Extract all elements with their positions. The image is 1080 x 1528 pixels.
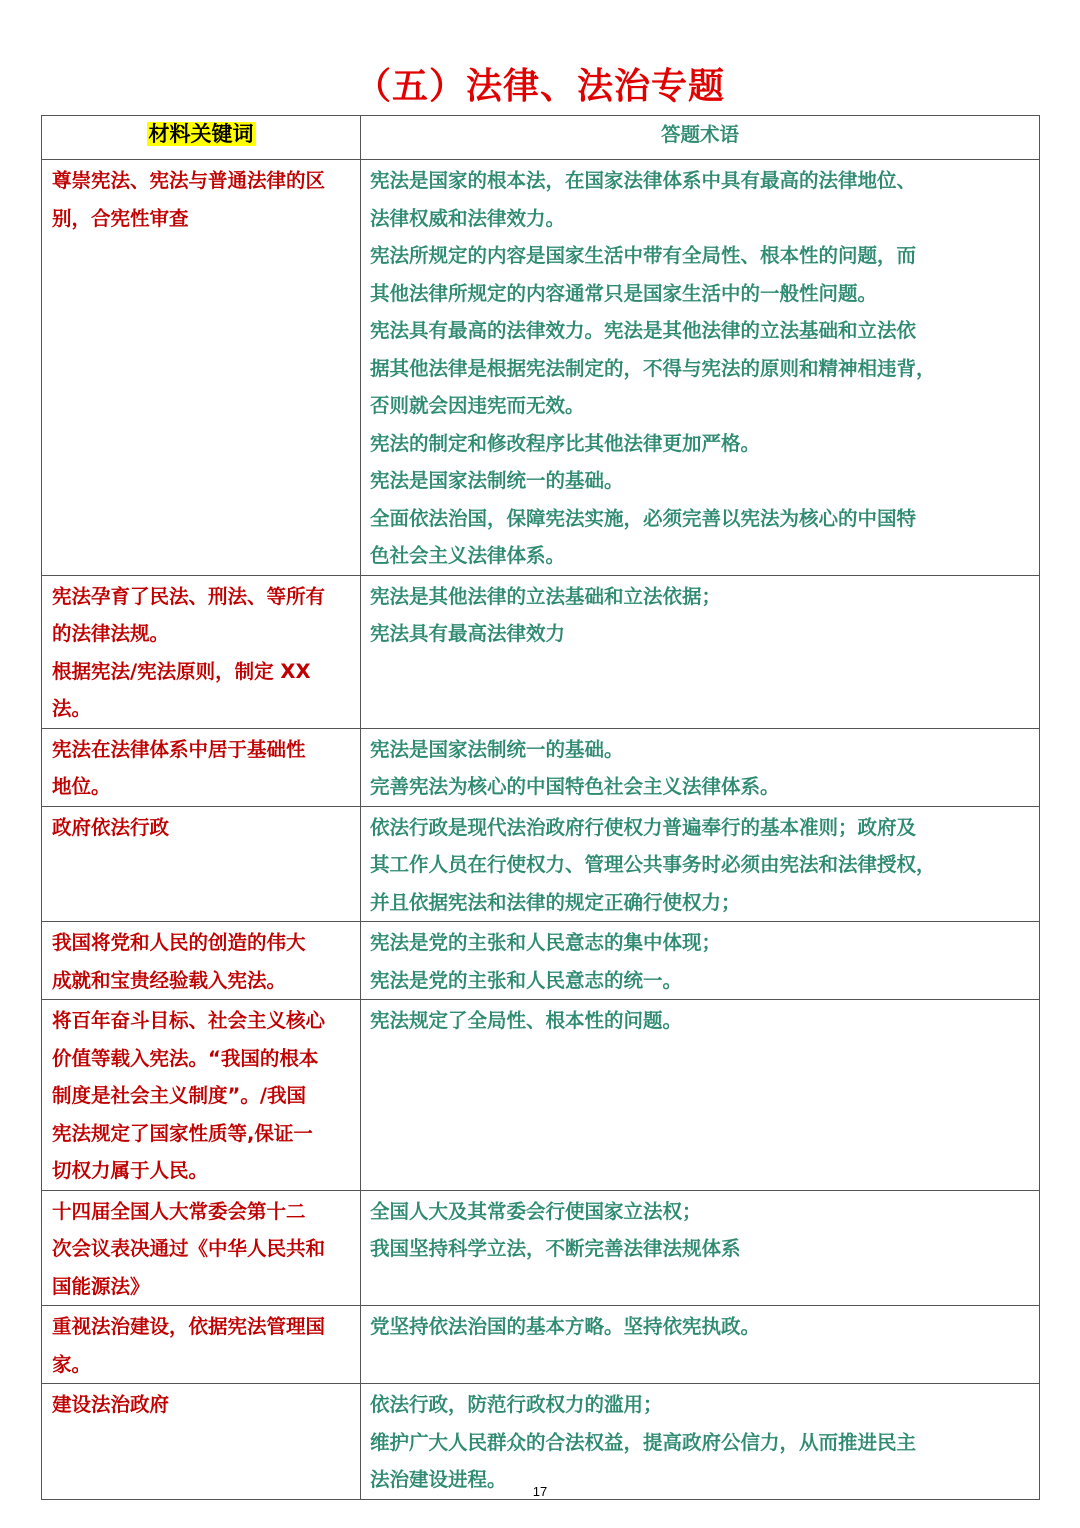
table-row xyxy=(42,1306,1040,1384)
answer-line: 维护广大人民群众的合法权益，提高政府公信力，从而推进民主 xyxy=(370,1430,917,1454)
header-keywords-label: 材料关键词 xyxy=(148,122,254,146)
answer-line: 并且依据宪法和法律的规定正确行使权力； xyxy=(370,890,741,914)
answer-line: 宪法是国家法制统一的基础。 xyxy=(370,737,624,761)
keyword-line: 十四届全国人大常委会第十二 xyxy=(52,1199,306,1223)
keyword-line: 政府依法行政 xyxy=(52,815,170,839)
answer-cell xyxy=(361,728,1040,806)
answer-line: 法治建设进程。 xyxy=(370,1468,507,1491)
answer-line: 全面依法治国，保障宪法实施，必须完善以宪法为核心的中国特 xyxy=(370,506,917,530)
header-answer-terms: 答题术语 xyxy=(361,116,1040,160)
answer-line: 其他法律所规定的内容通常只是国家生活中的一般性问题。 xyxy=(370,281,878,305)
keyword-cell xyxy=(42,160,361,576)
table-header-row xyxy=(42,116,1040,160)
keyword-cell xyxy=(42,1384,361,1500)
table-row xyxy=(42,806,1040,922)
answer-line: 全国人大及其常委会行使国家立法权； xyxy=(370,1199,702,1223)
header-keywords xyxy=(42,116,361,160)
answer-line: 宪法是党的主张和人民意志的集中体现； xyxy=(370,931,722,954)
keyword-line: 将百年奋斗目标、社会主义核心 xyxy=(52,1009,326,1032)
keyword-line: 尊崇宪法、宪法与普通法律的区 xyxy=(52,169,326,192)
keyword-cell xyxy=(42,1306,361,1384)
answer-cell xyxy=(361,575,1040,728)
keyword-line: 宪法在法律体系中居于基础性 xyxy=(52,737,306,761)
table-row xyxy=(42,575,1040,728)
keyword-line: 根据宪法/宪法原则，制定 XX xyxy=(52,659,311,683)
keyword-line: 切权力属于人民。 xyxy=(52,1159,209,1182)
answer-line: 法律权威和法律效力。 xyxy=(370,206,566,230)
answer-line: 否则就会因违宪而无效。 xyxy=(370,394,585,417)
answer-cell xyxy=(361,1000,1040,1191)
keyword-line: 法。 xyxy=(52,697,92,720)
keyword-line: 国能源法》 xyxy=(52,1274,150,1298)
keyword-line: 宪法孕育了民法、刑法、等所有 xyxy=(52,584,326,608)
keyword-line: 的法律法规。 xyxy=(52,622,170,645)
answer-line: 宪法的制定和修改程序比其他法律更加严格。 xyxy=(370,431,761,455)
table-row xyxy=(42,1190,1040,1306)
answer-line: 完善宪法为核心的中国特色社会主义法律体系。 xyxy=(370,775,780,798)
answer-line: 宪法是其他法律的立法基础和立法依据； xyxy=(370,584,722,608)
answer-cell xyxy=(361,1384,1040,1500)
answer-line: 宪法是国家的根本法，在国家法律体系中具有最高的法律地位、 xyxy=(370,169,917,192)
keyword-cell xyxy=(42,806,361,922)
keyword-line: 地位。 xyxy=(52,775,111,798)
keyword-cell xyxy=(42,728,361,806)
answer-line: 依法行政，防范行政权力的滥用； xyxy=(370,1393,663,1416)
keyword-line: 家。 xyxy=(52,1352,92,1376)
answer-line: 我国坚持科学立法，不断完善法律法规体系 xyxy=(370,1237,741,1260)
answer-line: 依法行政是现代法治政府行使权力普遍奉行的基本准则；政府及 xyxy=(370,815,917,839)
table-row xyxy=(42,1000,1040,1191)
answer-cell xyxy=(361,160,1040,576)
page-number: 17 xyxy=(532,1484,548,1499)
keyword-line: 成就和宝贵经验载入宪法。 xyxy=(52,968,287,992)
answer-line: 其工作人员在行使权力、管理公共事务时必须由宪法和法律授权， xyxy=(370,853,936,876)
keyword-cell xyxy=(42,1000,361,1191)
answer-cell xyxy=(361,806,1040,922)
keyword-line: 次会议表决通过《中华人民共和 xyxy=(52,1237,326,1260)
keyword-cell xyxy=(42,575,361,728)
keyword-line: 我国将党和人民的创造的伟大 xyxy=(52,931,306,954)
answer-line: 色社会主义法律体系。 xyxy=(370,544,566,567)
table-row xyxy=(42,1384,1040,1500)
keyword-line: 制度是社会主义制度”。/我国 xyxy=(52,1084,306,1107)
keyword-cell xyxy=(42,922,361,1000)
keyword-line: 宪法规定了国家性质等,保证一 xyxy=(52,1121,313,1145)
answer-cell xyxy=(361,1190,1040,1306)
answer-cell xyxy=(361,922,1040,1000)
table-row xyxy=(42,160,1040,576)
keyword-line: 价值等载入宪法。“我国的根本 xyxy=(52,1046,319,1070)
answer-cell xyxy=(361,1306,1040,1384)
table-row xyxy=(42,922,1040,1000)
keyword-answer-table xyxy=(41,115,1040,1500)
page-title: （五）法律、法治专题 xyxy=(354,66,725,107)
answer-line: 宪法规定了全局性、根本性的问题。 xyxy=(370,1009,683,1032)
answer-line: 宪法具有最高的法律效力。宪法是其他法律的立法基础和立法依 xyxy=(370,319,917,342)
answer-line: 据其他法律是根据宪法制定的，不得与宪法的原则和精神相违背， xyxy=(370,356,936,380)
answer-line: 宪法所规定的内容是国家生活中带有全局性、根本性的问题，而 xyxy=(370,244,917,267)
answer-line: 宪法具有最高法律效力 xyxy=(370,622,566,645)
table-row xyxy=(42,728,1040,806)
answer-line: 党坚持依法治国的基本方略。坚持依宪执政。 xyxy=(370,1315,761,1338)
keyword-line: 别，合宪性审查 xyxy=(52,206,189,230)
table-body xyxy=(42,160,1040,1500)
keyword-line: 建设法治政府 xyxy=(52,1393,170,1416)
answer-line: 宪法是国家法制统一的基础。 xyxy=(370,469,624,492)
keyword-line: 重视法治建设，依据宪法管理国 xyxy=(52,1315,326,1338)
answer-line: 宪法是党的主张和人民意志的统一。 xyxy=(370,968,683,992)
keyword-cell xyxy=(42,1190,361,1306)
